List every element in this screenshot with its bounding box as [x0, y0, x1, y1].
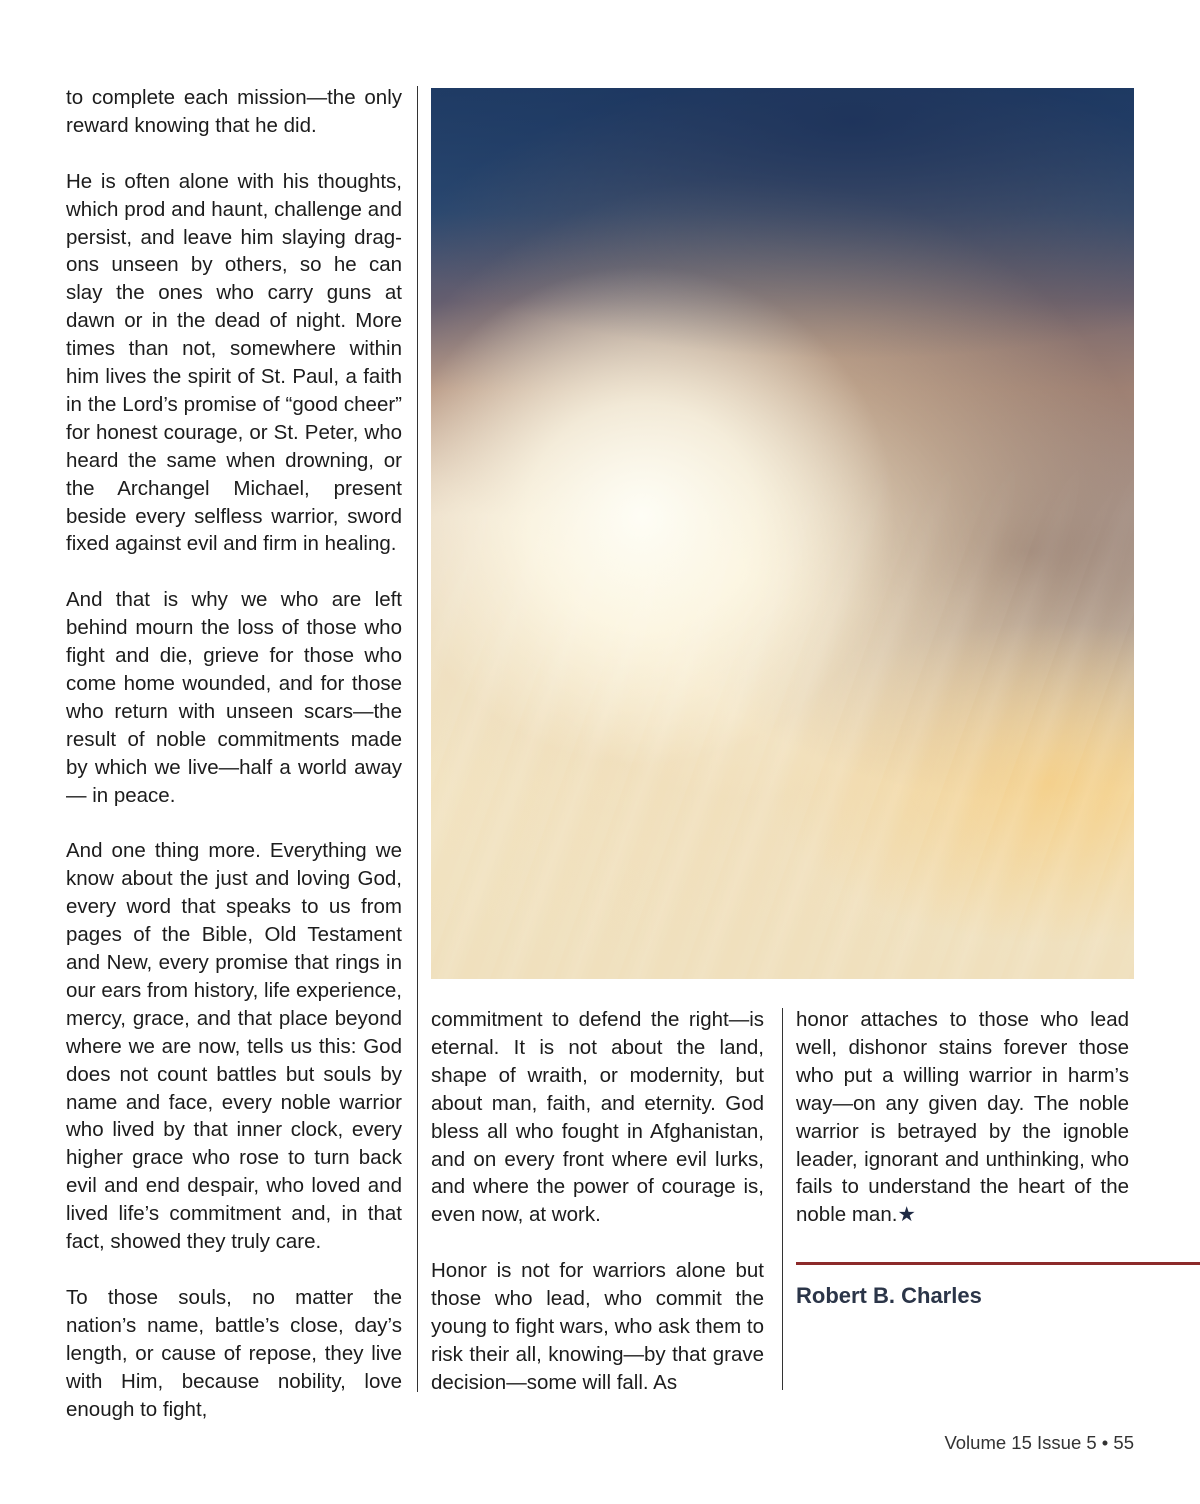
column2-paragraph-1: commitment to defend the right—is eternal. It is not about the land, shape of wraith, or modernity, but about man, faith, and eternity. God bless all who fought in Afghanistan, and on every front where evil lurks, and where the power of courage is, even now, at work.: [431, 1008, 764, 1227]
end-star-icon: ★: [897, 1203, 916, 1227]
article-column-2: [431, 1006, 764, 1397]
column1-paragraph-2: He is often alone with his thoughts, which prod and haunt, challenge and persist, and leave him slaying dragons unseen by others, so he can slay the ones who carry guns at dawn or in the dead of night. More times than not, somewhere within him lives the spirit of St. Paul, a faith in the Lord’s promise of “good cheer” for honest courage, or St. Peter, who heard the same when drowning, or the Archangel Michael, present beside every selfless warrior, sword fixed against evil and firm in healing.: [66, 169, 402, 556]
column1-paragraph-4: And one thing more. Everything we know about the just and loving God, every word that speaks to us from pages of the Bible, Old Testament and New, every promise that rings in our ears from history, life experience, mercy, grace, and that place beyond where we are now, tells us this: God does not count battles but souls by name and face, every noble warrior who lived by that inner clock, every higher grace who rose to turn back evil and end despair, who loved and lived life’s commitment and, in that fact, showed they truly care.: [66, 839, 402, 1254]
signature-rule: [796, 1262, 1200, 1265]
column-divider-2: [782, 1008, 783, 1390]
author-name: Robert B. Charles: [796, 1283, 982, 1308]
sky-sunrays-photo: [431, 88, 1134, 979]
photo-light-rays-layer: [431, 88, 1134, 979]
article-column-1: [66, 84, 402, 1423]
column1-paragraph-1: to complete each mission—the only reward knowing that he did.: [66, 86, 402, 137]
column1-paragraph-3: And that is why we who are left behind mourn the loss of those who fight and die, grieve for those who come home wounded, and for those who return with unseen scars—the result of noble commitments made by which we live—half a world away— in peace.: [66, 588, 402, 807]
column-divider-1: [417, 86, 418, 1392]
column1-paragraph-5: To those souls, no matter the nation’s name, battle’s close, day’s length, or cause of repose, they live with Him, because nobility, love enough to fight,: [66, 1285, 402, 1421]
column3-paragraph: [796, 1006, 1129, 1229]
column3-paragraph-text: honor attaches to those who lead well, dishonor stains forever those who put a willing warrior in harm’s way—on any given day. The noble warrior is betrayed by the ignoble leader, ignorant and unthinking, who fails to understand the heart of the noble man.: [796, 1008, 1129, 1227]
column2-paragraph-2: Honor is not for warriors alone but those who lead, who commit the young to fight wars, who ask them to risk their all, knowing—by that grave decision—some will fall. As: [431, 1259, 764, 1394]
page-footer: Volume 15 Issue 5 • 55: [944, 1432, 1134, 1453]
article-column-3: [796, 1006, 1129, 1229]
